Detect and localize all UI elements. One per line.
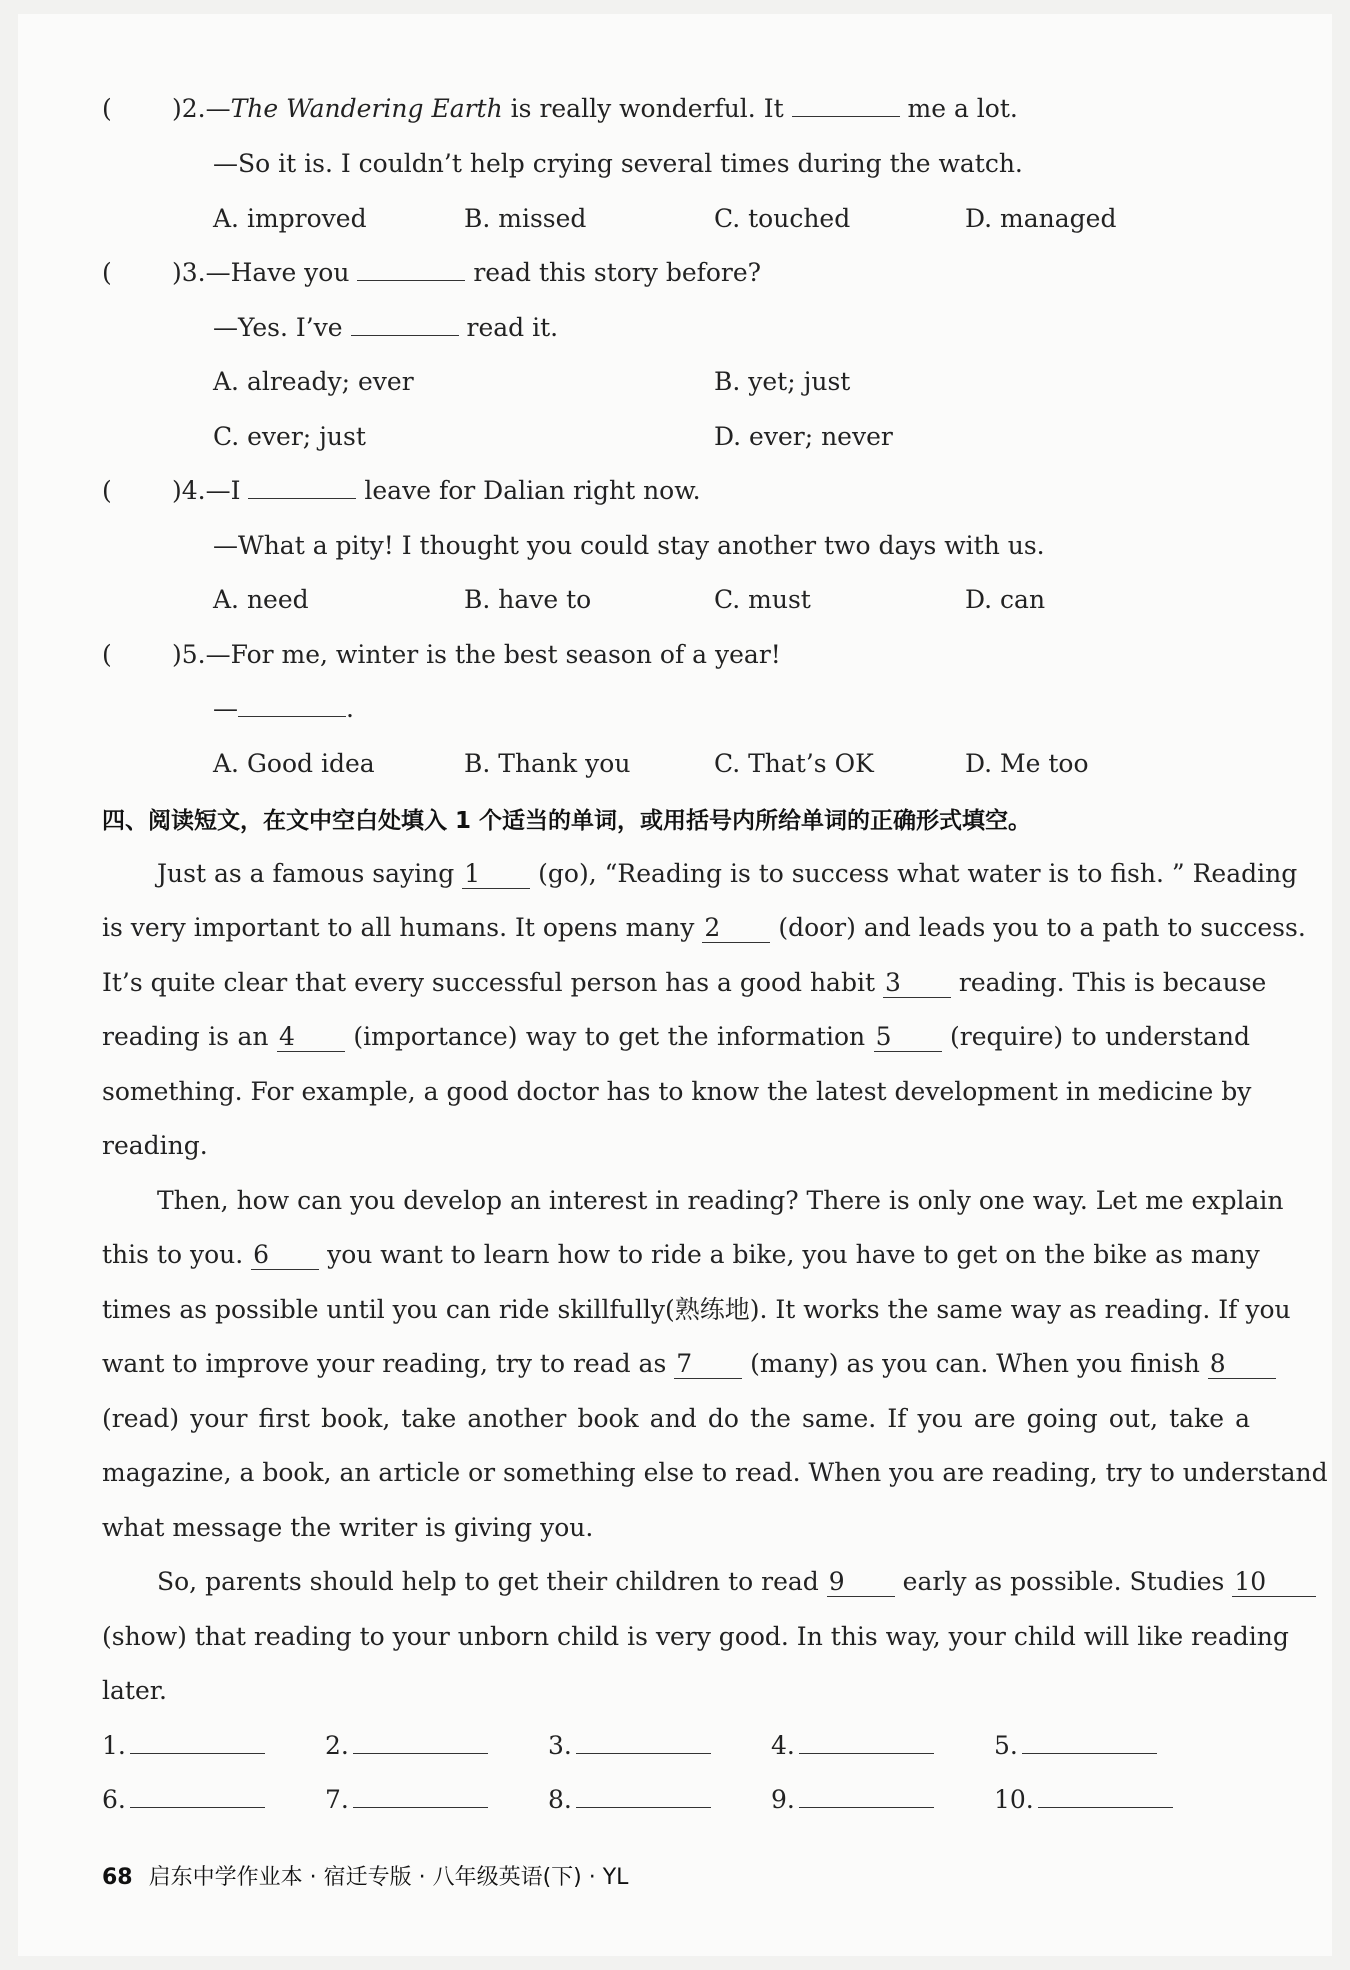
blank-4: 4 xyxy=(277,1023,345,1052)
option-b: B. missed xyxy=(464,204,587,233)
blank-9: 9 xyxy=(827,1568,895,1597)
passage-line: reading is an 4 (importance) way to get the information 5 (require) to understand xyxy=(102,1022,1250,1051)
option-c: C. ever; just xyxy=(213,422,366,451)
answer-line[interactable] xyxy=(799,1731,934,1754)
passage-line: (show) that reading to your unborn child is very good. In this way, your child will like reading xyxy=(102,1622,1289,1651)
answer-line[interactable] xyxy=(1038,1785,1173,1808)
option-d: D. managed xyxy=(965,204,1117,233)
page-number: 68 xyxy=(102,1865,133,1890)
passage-line: reading. xyxy=(102,1131,208,1160)
answer-line[interactable] xyxy=(353,1731,488,1754)
answer-slot[interactable]: 7. xyxy=(325,1783,488,1817)
fill-blank xyxy=(248,474,356,499)
option-a: A. need xyxy=(213,585,309,614)
movie-title: The Wandering Earth xyxy=(230,94,503,123)
blank-10: 10 xyxy=(1232,1568,1316,1597)
book-title: 启东中学作业本 · 宿迁专版 · 八年级英语(下) · YL xyxy=(148,1865,629,1890)
answer-paren-open: ( xyxy=(102,640,112,669)
question-5-response: — . xyxy=(213,694,354,723)
passage-line: It’s quite clear that every successful person has a good habit 3 reading. This is because xyxy=(102,968,1267,997)
option-b: B. Thank you xyxy=(464,749,631,778)
question-5-stem: )5.—For me, winter is the best season of a year! xyxy=(172,640,781,669)
page-footer xyxy=(102,1860,628,1891)
passage-line: want to improve your reading, try to read as 7 (many) as you can. When you finish 8 xyxy=(102,1347,1250,1381)
option-a: A. improved xyxy=(213,204,367,233)
answer-line[interactable] xyxy=(353,1785,488,1808)
passage-line: So, parents should help to get their children to read 9 early as possible. Studies 10 xyxy=(157,1565,1250,1599)
answer-paren-open: ( xyxy=(102,476,112,505)
option-a: A. already; ever xyxy=(213,367,414,396)
answer-slot[interactable]: 5. xyxy=(994,1729,1157,1763)
passage-line: magazine, a book, an article or something else to read. When you are reading, try to understand xyxy=(102,1458,1328,1487)
answer-line[interactable] xyxy=(576,1785,711,1808)
fill-blank xyxy=(238,692,346,717)
option-c: C. must xyxy=(714,585,811,614)
question-4-stem: )4.—I leave for Dalian right now. xyxy=(172,476,701,505)
passage-line: (read) your first book, take another book and do the same. If you are going out, take a xyxy=(102,1404,1250,1433)
answer-slot[interactable]: 10. xyxy=(994,1783,1173,1817)
answer-slot[interactable]: 1. xyxy=(102,1729,265,1763)
question-3-stem: )3.—Have you read this story before? xyxy=(172,258,762,287)
answer-line[interactable] xyxy=(799,1785,934,1808)
answer-slot[interactable]: 3. xyxy=(548,1729,711,1763)
passage-line: what message the writer is giving you. xyxy=(102,1513,594,1542)
answer-slot[interactable]: 8. xyxy=(548,1783,711,1817)
fill-blank xyxy=(357,256,465,281)
section-4-title: 四、阅读短文，在文中空白处填入 1 个适当的单词，或用括号内所给单词的正确形式填空。 xyxy=(102,808,1032,834)
blank-5: 5 xyxy=(874,1023,942,1052)
answer-line[interactable] xyxy=(130,1731,265,1754)
option-a: A. Good idea xyxy=(213,749,375,778)
answer-paren-open: ( xyxy=(102,258,112,287)
question-2-response: —So it is. I couldn’t help crying several times during the watch. xyxy=(213,149,1023,178)
answer-slot[interactable]: 6. xyxy=(102,1783,265,1817)
question-4-response: —What a pity! I thought you could stay another two days with us. xyxy=(213,531,1045,560)
fill-blank xyxy=(792,92,900,117)
answer-slot[interactable]: 9. xyxy=(771,1783,934,1817)
answer-line[interactable] xyxy=(576,1731,711,1754)
passage-line: this to you. 6 you want to learn how to ride a bike, you have to get on the bike as many xyxy=(102,1240,1260,1269)
option-c: C. touched xyxy=(714,204,851,233)
passage-line: is very important to all humans. It opens many 2 (door) and leads you to a path to success. xyxy=(102,913,1306,942)
question-3-response: —Yes. I’ve read it. xyxy=(213,313,559,342)
answer-line[interactable] xyxy=(1022,1731,1157,1754)
answer-line[interactable] xyxy=(130,1785,265,1808)
fill-blank xyxy=(351,311,459,336)
option-d: D. can xyxy=(965,585,1046,614)
blank-6: 6 xyxy=(251,1241,319,1270)
passage-line: times as possible until you can ride skillfully(熟练地). It works the same way as reading. If you xyxy=(102,1295,1291,1324)
option-d: D. Me too xyxy=(965,749,1089,778)
passage-line: something. For example, a good doctor has to know the latest development in medicine by xyxy=(102,1077,1252,1106)
passage-line: later. xyxy=(102,1676,167,1705)
blank-8: 8 xyxy=(1208,1350,1276,1379)
passage-line: Then, how can you develop an interest in reading? There is only one way. Let me explain xyxy=(157,1186,1284,1215)
blank-7: 7 xyxy=(674,1350,742,1379)
blank-1: 1 xyxy=(462,860,530,889)
option-c: C. That’s OK xyxy=(714,749,874,778)
answer-slot[interactable]: 2. xyxy=(325,1729,488,1763)
answer-slot[interactable]: 4. xyxy=(771,1729,934,1763)
option-d: D. ever; never xyxy=(714,422,893,451)
option-b: B. yet; just xyxy=(714,367,851,396)
question-2-stem: )2.—The Wandering Earth is really wonderful. It me a lot. xyxy=(172,94,1018,123)
passage-line: Just as a famous saying 1 (go), “Reading is to success what water is to fish. ” Reading xyxy=(157,859,1298,888)
option-b: B. have to xyxy=(464,585,592,614)
blank-2: 2 xyxy=(702,914,770,943)
blank-3: 3 xyxy=(883,969,951,998)
answer-paren-open: ( xyxy=(102,94,112,123)
